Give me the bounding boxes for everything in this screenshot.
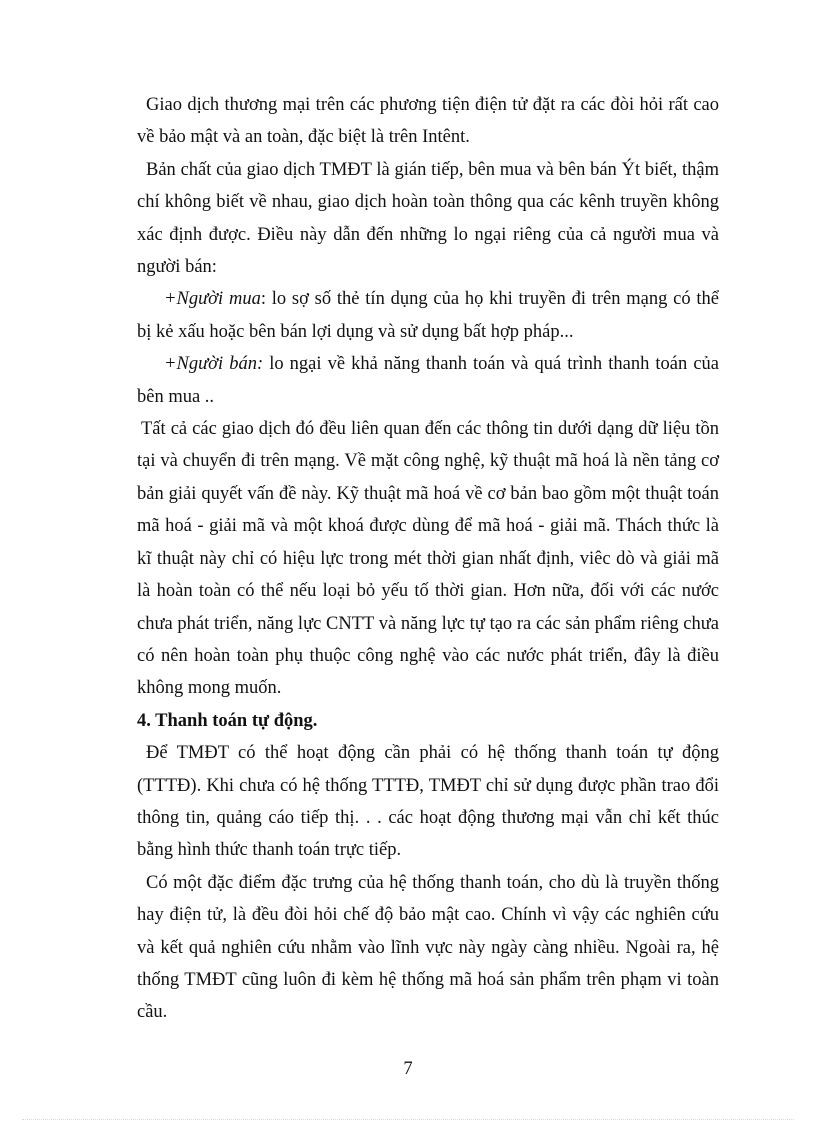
buyer-text: : lo sợ số thẻ tín dụng của họ khi truyền đi trên mạng có thể bị kẻ xấu hoặc bên bán lợi dụng và sử dụng bất hợp pháp...	[137, 289, 719, 342]
paragraph-nature: Bản chất của giao dịch TMĐT là gián tiếp, bên mua và bên bán Ýt biết, thậm chí không biết về nhau, giao dịch hoàn toàn thông qua các kênh truyền không xác định được. Điều này dẫn đến những lo ngại riêng của cả người mua và người bán:	[137, 159, 719, 278]
paragraph-payment: Để TMĐT có thể hoạt động cần phải có hệ thống thanh toán tự động (TTTĐ). Khi chưa có hệ thống TTTĐ, TMĐT chỉ sử dụng được phần trao đổi thông tin, quảng cáo tiếp thị. . . các hoạt động thương mại vẫn chỉ kết thúc bằng hình thức thanh toán trực tiếp.	[137, 743, 719, 861]
page-number: 7	[403, 1059, 413, 1079]
section-heading: 4. Thanh toán tự động.	[137, 710, 318, 731]
paragraph-intro: Giao dịch thương mại trên các phương tiện điện tử đặt ra các đòi hỏi rất cao về bảo mật và an toàn, đặc biệt là trên Intênt.	[137, 95, 719, 148]
seller-text: lo ngại về khả năng thanh toán và quá trình thanh toán của bên mua ..	[137, 354, 719, 407]
buyer-label: +Người mua	[164, 289, 261, 310]
page-edge-divider	[22, 1119, 794, 1120]
paragraph-buyer	[137, 283, 719, 348]
paragraph-seller	[137, 348, 719, 413]
paragraph-security: Có một đặc điểm đặc trưng của hệ thống thanh toán, cho dù là truyền thống hay điện tử, là đều đòi hỏi chế độ bảo mật cao. Chính vì vậy các nghiên cứu và kết quả nghiên cứu nhằm vào lĩnh vực này ngày càng nhiều. Ngoài ra, hệ thống TMĐT cũng luôn đi kèm hệ thống mã hoá sản phẩm trên phạm vi toàn cầu.	[137, 872, 719, 1023]
seller-label: +Người bán:	[164, 354, 264, 375]
paragraph-encryption: Tất cả các giao dịch đó đều liên quan đến các thông tin dưới dạng dữ liệu tồn tại và chuyển đi trên mạng. Về mặt công nghệ, kỹ thuật mã hoá là nền tảng cơ bản giải quyết vấn đề này. Kỹ thuật mã hoá về cơ bản bao gồm một thuật toán mã hoá - giải mã và một khoá được dùng để mã hoá - giải mã. Thách thức là kĩ thuật này chỉ có hiệu lực trong mét thời gian nhất định, viêc dò và giải mã là hoàn toàn có thể nếu loại bỏ yếu tố thời gian. Hơn nữa, đối với các nước chưa phát triển, năng lực CNTT và năng lực tự tạo ra các sản phẩm riêng chưa có nên hoàn toàn phụ thuộc công nghệ vào các nước phát triển, đây là điều không mong muốn.	[137, 419, 719, 699]
page-content	[137, 89, 719, 1029]
